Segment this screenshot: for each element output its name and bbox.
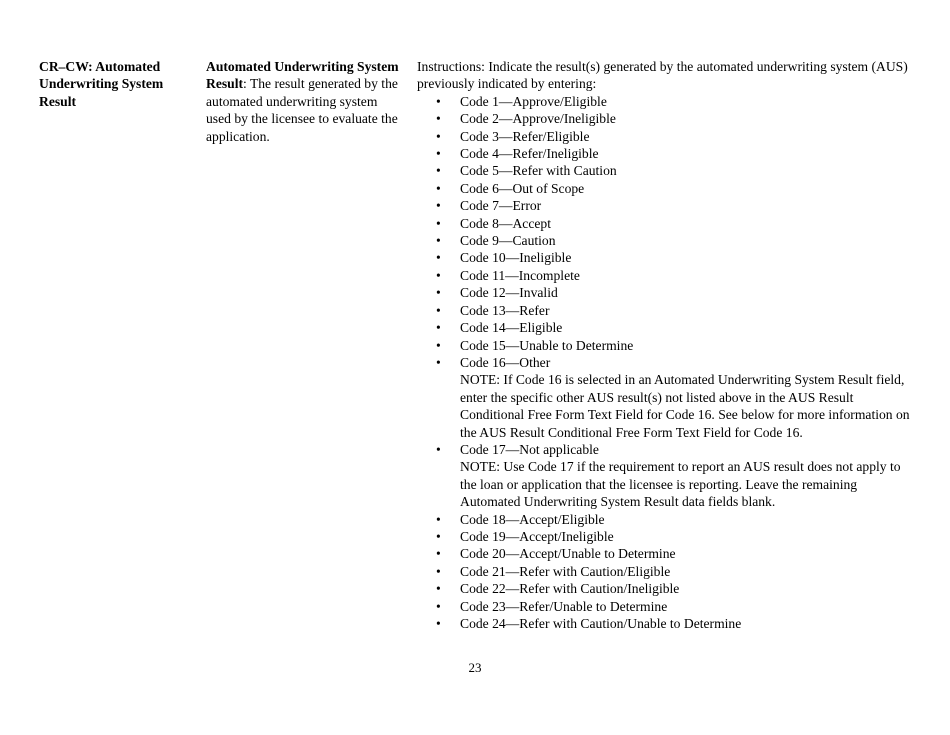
bullet-icon: • xyxy=(436,441,441,457)
definition-text: : The result generated by the automated underwriting system used by the licensee to evaluate the application. xyxy=(206,76,398,144)
list-item xyxy=(417,128,915,145)
list-item xyxy=(417,232,915,249)
bullet-icon: • xyxy=(436,233,441,249)
bullet-icon: • xyxy=(436,128,441,144)
code-label: Code 2—Approve/Ineligible xyxy=(460,111,616,127)
code-label: Code 24—Refer with Caution/Unable to Determine xyxy=(460,616,742,631)
code-label: Code 17—Not applicable xyxy=(460,441,599,457)
field-name: CR–CW: Automated Underwriting System Result xyxy=(39,59,164,109)
bullet-icon: • xyxy=(436,563,441,579)
list-item xyxy=(417,93,915,110)
list-item xyxy=(417,545,915,562)
code-label: Code 23—Refer/Unable to Determine xyxy=(460,598,668,614)
list-item xyxy=(417,249,915,266)
list-item xyxy=(417,180,915,197)
instructions-intro: Instructions: Indicate the result(s) generated by the automated underwriting system (AUS) previously indicated by entering: xyxy=(417,59,908,92)
code-label: Code 4—Refer/Ineligible xyxy=(460,146,599,162)
bullet-icon: • xyxy=(436,111,441,127)
bullet-icon: • xyxy=(436,146,441,162)
code-label: Code 9—Caution xyxy=(460,233,556,249)
code-note: NOTE: Use Code 17 if the requirement to report an AUS result does not apply to the loan or application that the licensee is reporting. Leave the remaining Automated Underwriting System Result data fields blank. xyxy=(460,459,901,510)
code-label: Code 16—Other xyxy=(460,354,551,370)
bullet-icon: • xyxy=(436,250,441,266)
list-item xyxy=(417,267,915,284)
list-item xyxy=(417,284,915,301)
list-item xyxy=(417,110,915,127)
bullet-icon: • xyxy=(436,215,441,231)
code-list xyxy=(417,93,915,633)
list-item xyxy=(417,215,915,232)
list-item xyxy=(417,337,915,354)
code-label: Code 18—Accept/Eligible xyxy=(460,511,605,527)
code-label: Code 7—Error xyxy=(460,198,542,214)
code-label: Code 10—Ineligible xyxy=(460,250,572,266)
bullet-icon: • xyxy=(436,267,441,283)
code-label: Code 3—Refer/Eligible xyxy=(460,128,590,144)
field-definition xyxy=(206,58,401,145)
code-note: NOTE: If Code 16 is selected in an Automated Underwriting System Result field, enter the specific other AUS result(s) not listed above in the AUS Result Conditional Free Form Text Field for Code 16. See below for more information on the AUS Result Conditional Free Form Text Field for Code 16. xyxy=(460,372,910,440)
list-item xyxy=(417,615,915,632)
list-item xyxy=(417,162,915,179)
bullet-icon: • xyxy=(436,163,441,179)
code-label: Code 22—Refer with Caution/Ineligible xyxy=(460,581,680,597)
code-label: Code 13—Refer xyxy=(460,302,550,318)
code-label: Code 11—Incomplete xyxy=(460,267,580,283)
bullet-icon: • xyxy=(436,546,441,562)
code-label: Code 6—Out of Scope xyxy=(460,180,585,196)
instructions xyxy=(417,58,915,632)
list-item xyxy=(417,528,915,545)
list-item xyxy=(417,563,915,580)
list-item xyxy=(417,598,915,615)
bullet-icon: • xyxy=(436,320,441,336)
bullet-icon: • xyxy=(436,93,441,109)
code-label: Code 5—Refer with Caution xyxy=(460,163,617,179)
list-item xyxy=(417,354,915,441)
list-item xyxy=(417,302,915,319)
code-label: Code 14—Eligible xyxy=(460,320,563,336)
bullet-icon: • xyxy=(436,354,441,370)
bullet-icon: • xyxy=(436,337,441,353)
bullet-icon: • xyxy=(436,180,441,196)
definition-term: Automated Underwriting System Result xyxy=(206,59,399,92)
code-label: Code 1—Approve/Eligible xyxy=(460,93,607,109)
code-label: Code 15—Unable to Determine xyxy=(460,337,634,353)
list-item xyxy=(417,580,915,597)
code-label: Code 8—Accept xyxy=(460,215,551,231)
list-item xyxy=(417,319,915,336)
bullet-icon: • xyxy=(436,616,441,631)
bullet-icon: • xyxy=(436,581,441,597)
bullet-icon: • xyxy=(436,511,441,527)
list-item xyxy=(417,197,915,214)
code-label: Code 12—Invalid xyxy=(460,285,558,301)
list-item xyxy=(417,145,915,162)
bullet-icon: • xyxy=(436,285,441,301)
code-label: Code 20—Accept/Unable to Determine xyxy=(460,546,676,562)
list-item xyxy=(417,511,915,528)
page-number: 23 xyxy=(468,660,482,675)
bullet-icon: • xyxy=(436,528,441,544)
bullet-icon: • xyxy=(436,598,441,614)
bullet-icon: • xyxy=(436,302,441,318)
bullet-icon: • xyxy=(436,198,441,214)
list-item xyxy=(417,441,915,511)
code-label: Code 21—Refer with Caution/Eligible xyxy=(460,563,671,579)
code-label: Code 19—Accept/Ineligible xyxy=(460,528,614,544)
